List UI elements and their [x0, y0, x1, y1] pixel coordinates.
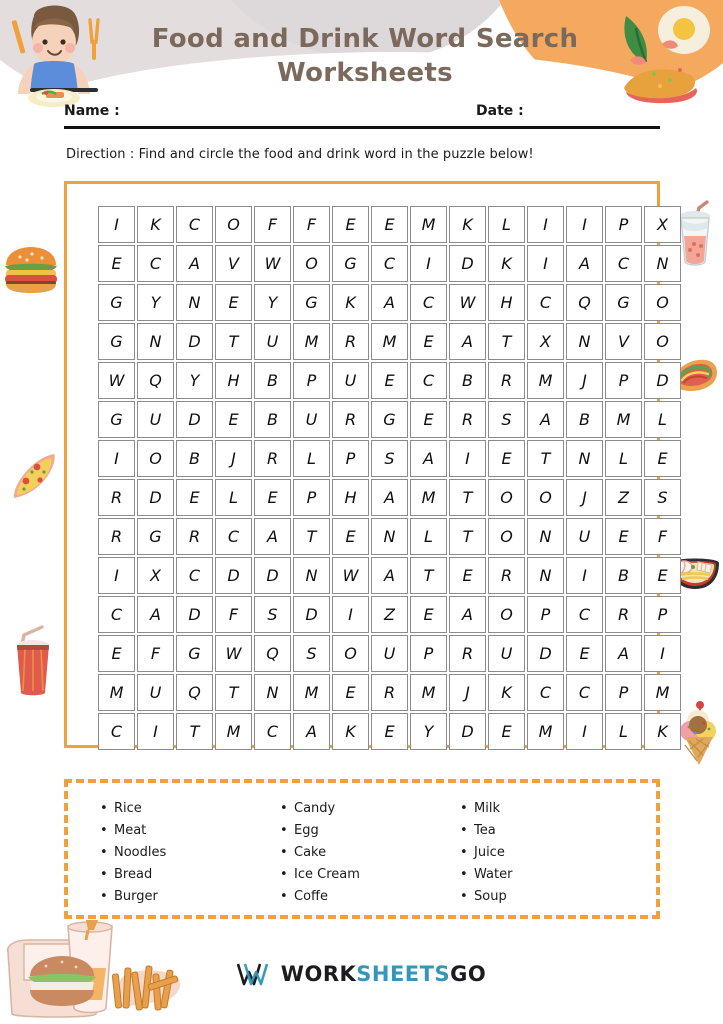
grid-cell[interactable]: F: [137, 635, 174, 672]
grid-cell[interactable]: M: [605, 401, 642, 438]
grid-cell[interactable]: M: [527, 362, 564, 399]
grid-cell[interactable]: L: [605, 713, 642, 750]
grid-cell[interactable]: E: [371, 713, 408, 750]
header-divider: [64, 126, 660, 129]
grid-cell[interactable]: S: [644, 479, 681, 516]
grid-cell[interactable]: E: [215, 284, 252, 321]
grid-cell[interactable]: T: [293, 518, 330, 555]
grid-cell[interactable]: D: [176, 323, 213, 360]
grid-cell[interactable]: H: [332, 479, 369, 516]
grid-cell[interactable]: T: [176, 713, 213, 750]
grid-cell[interactable]: L: [605, 440, 642, 477]
grid-cell[interactable]: L: [644, 401, 681, 438]
grid-cell[interactable]: Y: [137, 284, 174, 321]
word-list-column: [460, 801, 640, 911]
grid-cell[interactable]: N: [293, 557, 330, 594]
grid-cell[interactable]: Y: [410, 713, 447, 750]
grid-cell[interactable]: E: [644, 557, 681, 594]
grid-cell[interactable]: N: [527, 557, 564, 594]
grid-cell[interactable]: W: [98, 362, 135, 399]
word-list-item[interactable]: [100, 889, 280, 911]
grid-cell[interactable]: P: [605, 362, 642, 399]
grid-cell[interactable]: K: [449, 206, 486, 243]
grid-cell[interactable]: X: [644, 206, 681, 243]
grid-cell[interactable]: Q: [254, 635, 291, 672]
grid-cell[interactable]: A: [293, 713, 330, 750]
grid-cell[interactable]: I: [137, 713, 174, 750]
grid-cell[interactable]: I: [98, 206, 135, 243]
grid-cell[interactable]: M: [410, 674, 447, 711]
grid-cell[interactable]: G: [371, 401, 408, 438]
date-label: Date :: [476, 103, 524, 119]
grid-cell[interactable]: R: [488, 557, 525, 594]
grid-cell[interactable]: U: [332, 362, 369, 399]
grid-cell[interactable]: O: [488, 596, 525, 633]
grid-cell[interactable]: E: [410, 323, 447, 360]
grid-cell[interactable]: C: [137, 245, 174, 282]
grid-cell[interactable]: R: [176, 518, 213, 555]
word-label: Coffe: [294, 889, 328, 904]
grid-cell[interactable]: E: [332, 518, 369, 555]
grid-cell[interactable]: T: [410, 557, 447, 594]
word-label: Water: [474, 867, 513, 882]
grid-cell[interactable]: V: [605, 323, 642, 360]
word-list-item[interactable]: [460, 867, 640, 889]
grid-cell[interactable]: E: [644, 440, 681, 477]
logo-part-go: GO: [450, 962, 487, 986]
grid-cell[interactable]: S: [293, 635, 330, 672]
logo-wordmark: [281, 962, 486, 986]
grid-cell[interactable]: O: [644, 284, 681, 321]
word-list-item[interactable]: [460, 845, 640, 867]
grid-cell[interactable]: P: [293, 479, 330, 516]
grid-cell[interactable]: I: [332, 596, 369, 633]
word-list-item[interactable]: [460, 889, 640, 911]
bullet-icon: •: [280, 801, 288, 816]
word-list-item[interactable]: [460, 823, 640, 845]
word-list-box: [64, 779, 660, 919]
grid-cell[interactable]: E: [410, 401, 447, 438]
grid-cell[interactable]: C: [98, 713, 135, 750]
grid-cell[interactable]: R: [98, 479, 135, 516]
grid-cell[interactable]: B: [254, 362, 291, 399]
grid-cell[interactable]: C: [176, 557, 213, 594]
grid-cell[interactable]: N: [176, 284, 213, 321]
word-label: Milk: [474, 801, 500, 816]
grid-cell[interactable]: B: [605, 557, 642, 594]
grid-cell[interactable]: C: [176, 206, 213, 243]
grid-cell[interactable]: N: [371, 518, 408, 555]
word-label: Egg: [294, 823, 319, 838]
grid-cell[interactable]: K: [488, 674, 525, 711]
grid-cell[interactable]: G: [98, 284, 135, 321]
grid-cell[interactable]: E: [215, 401, 252, 438]
grid-cell[interactable]: Q: [176, 674, 213, 711]
grid-cell[interactable]: R: [371, 674, 408, 711]
grid-cell[interactable]: T: [215, 323, 252, 360]
word-label: Noodles: [114, 845, 167, 860]
grid-cell[interactable]: N: [566, 323, 603, 360]
logo-part-work: WORK: [280, 962, 357, 986]
ice-cream-cone-icon: [676, 695, 722, 767]
grid-cell[interactable]: E: [371, 362, 408, 399]
grid-cell[interactable]: O: [488, 518, 525, 555]
grid-cell[interactable]: P: [605, 674, 642, 711]
grid-cell[interactable]: W: [332, 557, 369, 594]
grid-cell[interactable]: S: [254, 596, 291, 633]
grid-cell[interactable]: D: [449, 713, 486, 750]
grid-cell[interactable]: I: [644, 635, 681, 672]
grid-cell[interactable]: S: [488, 401, 525, 438]
grid-cell[interactable]: C: [527, 674, 564, 711]
grid-cell[interactable]: M: [410, 206, 447, 243]
word-search-grid: [98, 206, 681, 750]
grid-cell[interactable]: H: [215, 362, 252, 399]
grid-cell[interactable]: T: [215, 674, 252, 711]
bullet-icon: •: [460, 801, 468, 816]
grid-cell[interactable]: I: [98, 557, 135, 594]
grid-cell[interactable]: I: [527, 245, 564, 282]
grid-cell[interactable]: O: [488, 479, 525, 516]
word-list-item[interactable]: [280, 867, 460, 889]
grid-cell[interactable]: I: [410, 245, 447, 282]
grid-cell[interactable]: U: [566, 518, 603, 555]
grid-cell[interactable]: O: [644, 323, 681, 360]
grid-cell[interactable]: E: [449, 557, 486, 594]
worksheetsgo-mark-icon: [237, 962, 271, 986]
word-list-column: [100, 801, 280, 911]
bullet-icon: •: [280, 867, 288, 882]
grid-cell[interactable]: C: [527, 284, 564, 321]
bullet-icon: •: [100, 845, 108, 860]
burger-icon: [2, 245, 60, 295]
word-list-item[interactable]: [100, 801, 280, 823]
grid-cell[interactable]: H: [488, 284, 525, 321]
grid-cell[interactable]: K: [332, 284, 369, 321]
grid-cell[interactable]: D: [644, 362, 681, 399]
grid-cell[interactable]: Z: [605, 479, 642, 516]
bullet-icon: •: [280, 823, 288, 838]
grid-cell[interactable]: A: [254, 518, 291, 555]
word-list-column: [280, 801, 460, 911]
name-label: Name :: [64, 103, 120, 119]
grid-cell[interactable]: J: [449, 674, 486, 711]
grid-cell[interactable]: N: [254, 674, 291, 711]
grid-cell[interactable]: N: [644, 245, 681, 282]
word-label: Juice: [474, 845, 505, 860]
grid-cell[interactable]: L: [410, 518, 447, 555]
grid-cell[interactable]: I: [566, 557, 603, 594]
grid-cell[interactable]: O: [137, 440, 174, 477]
grid-cell[interactable]: R: [488, 362, 525, 399]
word-label: Tea: [474, 823, 496, 838]
grid-cell[interactable]: X: [527, 323, 564, 360]
grid-cell[interactable]: K: [644, 713, 681, 750]
grid-cell[interactable]: A: [371, 557, 408, 594]
grid-cell[interactable]: M: [98, 674, 135, 711]
grid-cell[interactable]: G: [98, 323, 135, 360]
grid-cell[interactable]: M: [644, 674, 681, 711]
grid-cell[interactable]: Q: [566, 284, 603, 321]
grid-cell[interactable]: E: [488, 713, 525, 750]
grid-cell[interactable]: R: [449, 635, 486, 672]
grid-cell[interactable]: A: [137, 596, 174, 633]
grid-cell[interactable]: Z: [371, 596, 408, 633]
grid-cell[interactable]: Y: [176, 362, 213, 399]
grid-cell[interactable]: A: [410, 440, 447, 477]
grid-cell[interactable]: T: [527, 440, 564, 477]
grid-cell[interactable]: I: [566, 713, 603, 750]
bullet-icon: •: [280, 889, 288, 904]
grid-cell[interactable]: T: [449, 479, 486, 516]
grid-cell[interactable]: V: [215, 245, 252, 282]
grid-cell[interactable]: D: [137, 479, 174, 516]
grid-cell[interactable]: J: [566, 479, 603, 516]
grid-cell[interactable]: A: [449, 596, 486, 633]
grid-cell[interactable]: O: [332, 635, 369, 672]
grid-cell[interactable]: A: [527, 401, 564, 438]
grid-cell[interactable]: P: [293, 362, 330, 399]
word-list-item[interactable]: [100, 845, 280, 867]
direction-text: Direction : Find and circle the food and drink word in the puzzle below!: [66, 147, 534, 162]
grid-cell[interactable]: D: [176, 596, 213, 633]
grid-cell[interactable]: D: [449, 245, 486, 282]
word-label: Rice: [114, 801, 142, 816]
bullet-icon: •: [460, 823, 468, 838]
bullet-icon: •: [460, 867, 468, 882]
grid-cell[interactable]: Y: [254, 284, 291, 321]
omelette-egg-icon: [596, 4, 716, 104]
grid-cell[interactable]: J: [215, 440, 252, 477]
grid-cell[interactable]: P: [644, 596, 681, 633]
grid-cell[interactable]: C: [215, 518, 252, 555]
grid-cell[interactable]: O: [215, 206, 252, 243]
grid-cell[interactable]: F: [644, 518, 681, 555]
grid-cell[interactable]: A: [566, 245, 603, 282]
grid-cell[interactable]: E: [98, 635, 135, 672]
bullet-icon: •: [280, 845, 288, 860]
grid-cell[interactable]: S: [371, 440, 408, 477]
grid-cell[interactable]: X: [137, 557, 174, 594]
grid-cell[interactable]: A: [371, 284, 408, 321]
grid-cell[interactable]: G: [605, 284, 642, 321]
grid-cell[interactable]: M: [215, 713, 252, 750]
grid-cell[interactable]: G: [176, 635, 213, 672]
grid-cell[interactable]: C: [410, 362, 447, 399]
bullet-icon: •: [100, 889, 108, 904]
word-label: Burger: [114, 889, 158, 904]
bullet-icon: •: [100, 823, 108, 838]
grid-cell[interactable]: F: [215, 596, 252, 633]
word-list-item[interactable]: [280, 845, 460, 867]
grid-cell[interactable]: M: [293, 323, 330, 360]
pizza-slice-icon: [4, 450, 60, 502]
grid-cell[interactable]: L: [293, 440, 330, 477]
grid-cell[interactable]: M: [527, 713, 564, 750]
word-list-item[interactable]: [100, 823, 280, 845]
grid-cell[interactable]: I: [449, 440, 486, 477]
grid-cell[interactable]: A: [605, 635, 642, 672]
grid-cell[interactable]: B: [176, 440, 213, 477]
logo-part-sheets: SHEETS: [356, 962, 451, 986]
grid-cell[interactable]: E: [332, 206, 369, 243]
grid-cell[interactable]: T: [449, 518, 486, 555]
grid-cell[interactable]: U: [137, 674, 174, 711]
grid-cell[interactable]: F: [254, 206, 291, 243]
grid-cell[interactable]: I: [527, 206, 564, 243]
grid-cell[interactable]: E: [332, 674, 369, 711]
grid-cell[interactable]: C: [98, 596, 135, 633]
word-list-item[interactable]: [460, 801, 640, 823]
word-label: Soup: [474, 889, 507, 904]
bullet-icon: •: [100, 801, 108, 816]
grid-cell[interactable]: D: [176, 401, 213, 438]
footer-logo: [0, 962, 723, 986]
word-search-frame: [64, 181, 670, 748]
grid-cell[interactable]: D: [254, 557, 291, 594]
grid-cell[interactable]: O: [293, 245, 330, 282]
grid-cell[interactable]: C: [371, 245, 408, 282]
grid-cell[interactable]: B: [449, 362, 486, 399]
soda-cup-icon: [8, 625, 58, 697]
word-list-item[interactable]: [280, 889, 460, 911]
boy-eating-icon: [4, 2, 124, 112]
grid-cell[interactable]: N: [527, 518, 564, 555]
grid-cell[interactable]: K: [488, 245, 525, 282]
grid-cell[interactable]: U: [488, 635, 525, 672]
word-list-item[interactable]: [280, 823, 460, 845]
grid-cell[interactable]: E: [488, 440, 525, 477]
grid-cell[interactable]: R: [98, 518, 135, 555]
grid-cell[interactable]: C: [254, 713, 291, 750]
grid-cell[interactable]: R: [605, 596, 642, 633]
grid-cell[interactable]: U: [293, 401, 330, 438]
grid-cell[interactable]: J: [566, 362, 603, 399]
grid-cell[interactable]: E: [254, 479, 291, 516]
name-date-row: [64, 103, 660, 127]
grid-cell[interactable]: T: [488, 323, 525, 360]
grid-cell[interactable]: P: [527, 596, 564, 633]
word-label: Cake: [294, 845, 327, 860]
grid-cell[interactable]: P: [410, 635, 447, 672]
grid-cell[interactable]: B: [254, 401, 291, 438]
grid-cell[interactable]: L: [488, 206, 525, 243]
page-title: Food and Drink Word Search Worksheets: [151, 24, 579, 88]
grid-cell[interactable]: A: [449, 323, 486, 360]
grid-cell[interactable]: E: [605, 518, 642, 555]
grid-cell[interactable]: I: [98, 440, 135, 477]
grid-cell[interactable]: W: [449, 284, 486, 321]
grid-cell[interactable]: W: [215, 635, 252, 672]
word-label: Ice Cream: [294, 867, 360, 882]
grid-cell[interactable]: Q: [137, 362, 174, 399]
grid-cell[interactable]: E: [410, 596, 447, 633]
grid-cell[interactable]: M: [371, 323, 408, 360]
grid-cell[interactable]: K: [332, 713, 369, 750]
grid-cell[interactable]: G: [137, 518, 174, 555]
grid-cell[interactable]: W: [254, 245, 291, 282]
word-label: Bread: [114, 867, 153, 882]
word-list-item[interactable]: [100, 867, 280, 889]
grid-cell[interactable]: A: [371, 479, 408, 516]
grid-cell[interactable]: P: [332, 440, 369, 477]
grid-cell[interactable]: K: [137, 206, 174, 243]
grid-cell[interactable]: G: [332, 245, 369, 282]
grid-cell[interactable]: R: [254, 440, 291, 477]
grid-cell[interactable]: C: [605, 245, 642, 282]
grid-cell[interactable]: C: [410, 284, 447, 321]
word-list-columns: [100, 801, 640, 911]
grid-cell[interactable]: C: [566, 674, 603, 711]
grid-cell[interactable]: U: [137, 401, 174, 438]
bullet-icon: •: [460, 845, 468, 860]
grid-cell[interactable]: E: [371, 206, 408, 243]
grid-cell[interactable]: U: [254, 323, 291, 360]
grid-cell[interactable]: L: [215, 479, 252, 516]
word-list-item[interactable]: [280, 801, 460, 823]
grid-cell[interactable]: F: [293, 206, 330, 243]
grid-cell[interactable]: R: [332, 401, 369, 438]
grid-cell[interactable]: E: [566, 635, 603, 672]
bullet-icon: •: [460, 889, 468, 904]
grid-cell[interactable]: O: [527, 479, 564, 516]
grid-cell[interactable]: D: [293, 596, 330, 633]
grid-cell[interactable]: M: [293, 674, 330, 711]
bullet-icon: •: [100, 867, 108, 882]
grid-cell[interactable]: B: [566, 401, 603, 438]
grid-cell[interactable]: M: [410, 479, 447, 516]
word-label: Candy: [294, 801, 336, 816]
grid-cell[interactable]: P: [605, 206, 642, 243]
word-label: Meat: [114, 823, 147, 838]
grid-cell[interactable]: D: [215, 557, 252, 594]
grid-cell[interactable]: D: [527, 635, 564, 672]
grid-cell[interactable]: A: [176, 245, 213, 282]
grid-cell[interactable]: R: [332, 323, 369, 360]
grid-cell[interactable]: I: [566, 206, 603, 243]
grid-cell[interactable]: N: [137, 323, 174, 360]
grid-cell[interactable]: E: [98, 245, 135, 282]
grid-cell[interactable]: N: [566, 440, 603, 477]
grid-cell[interactable]: R: [449, 401, 486, 438]
grid-cell[interactable]: G: [293, 284, 330, 321]
grid-cell[interactable]: C: [566, 596, 603, 633]
grid-cell[interactable]: G: [98, 401, 135, 438]
grid-cell[interactable]: U: [371, 635, 408, 672]
grid-cell[interactable]: E: [176, 479, 213, 516]
